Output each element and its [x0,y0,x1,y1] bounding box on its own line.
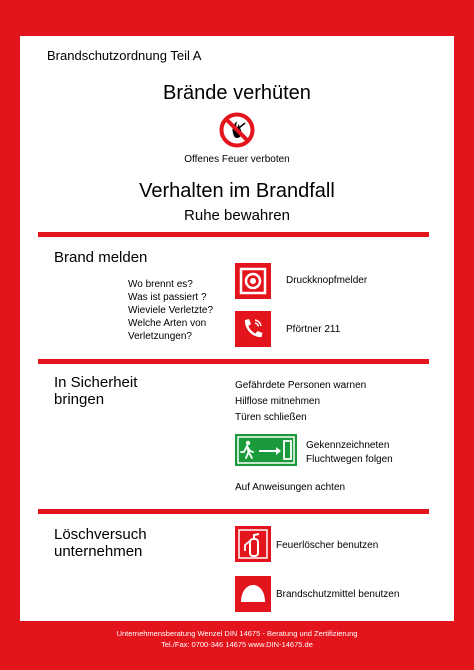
fire-blanket-icon [235,576,271,612]
question-item: Wo brennt es? [128,279,193,290]
no-open-flame-icon [219,112,255,148]
behavior-heading: Verhalten im Brandfall [139,180,335,202]
fire-phone-icon [235,311,271,347]
safety-actions [235,378,366,426]
extinguish-section-title [54,526,147,560]
report-section-title: Brand melden [54,249,148,266]
section-divider [38,232,429,237]
fire-alarm-button-icon [235,263,271,299]
escape-route-label [306,439,393,467]
safety-section-title [54,374,137,408]
section-divider [38,509,429,514]
safety-action-item: Türen schließen [235,412,307,423]
fire-blanket-label: Brandschutzmittel benutzen [276,589,400,600]
fire-alarm-label: Druckknopfmelder [286,275,368,286]
safety-action-item: Gefährdete Personen warnen [235,380,367,391]
safety-title-line: bringen [54,391,105,408]
extinguish-title-line: Löschversuch [54,526,147,543]
safety-action-item: Hilflose mitnehmen [235,396,321,407]
behavior-subheading: Ruhe bewahren [184,207,290,224]
question-item: Verletzungen? [128,331,192,342]
document-title: Brandschutzordnung Teil A [47,48,202,63]
fire-extinguisher-icon [235,526,271,562]
footer-line: Tel./Fax: 0700-346 14675 www.DIN-14675.de [161,640,313,649]
question-item: Welche Arten von [128,318,207,329]
report-questions [128,278,213,343]
fire-extinguisher-label: Feuerlöscher benutzen [276,540,379,551]
emergency-exit-icon [235,434,297,466]
extinguish-title-line: unternehmen [54,543,143,560]
section-divider [38,359,429,364]
phone-label: Pförtner 211 [286,324,341,335]
safety-title-line: In Sicherheit [54,374,138,391]
question-item: Was ist passiert ? [128,292,207,303]
escape-label-line: Fluchtwegen folgen [306,454,393,465]
question-item: Wieviele Verletzte? [128,305,214,316]
footer-line: Unternehmensberatung Wenzel DIN 14675 - Beratung und Zertifizierung [116,629,358,638]
no-open-flame-caption: Offenes Feuer verboten [184,154,290,165]
escape-label-line: Gekennzeichneten [306,440,390,451]
follow-instructions-text: Auf Anweisungen achten [235,482,346,493]
prevention-heading: Brände verhüten [163,82,311,104]
